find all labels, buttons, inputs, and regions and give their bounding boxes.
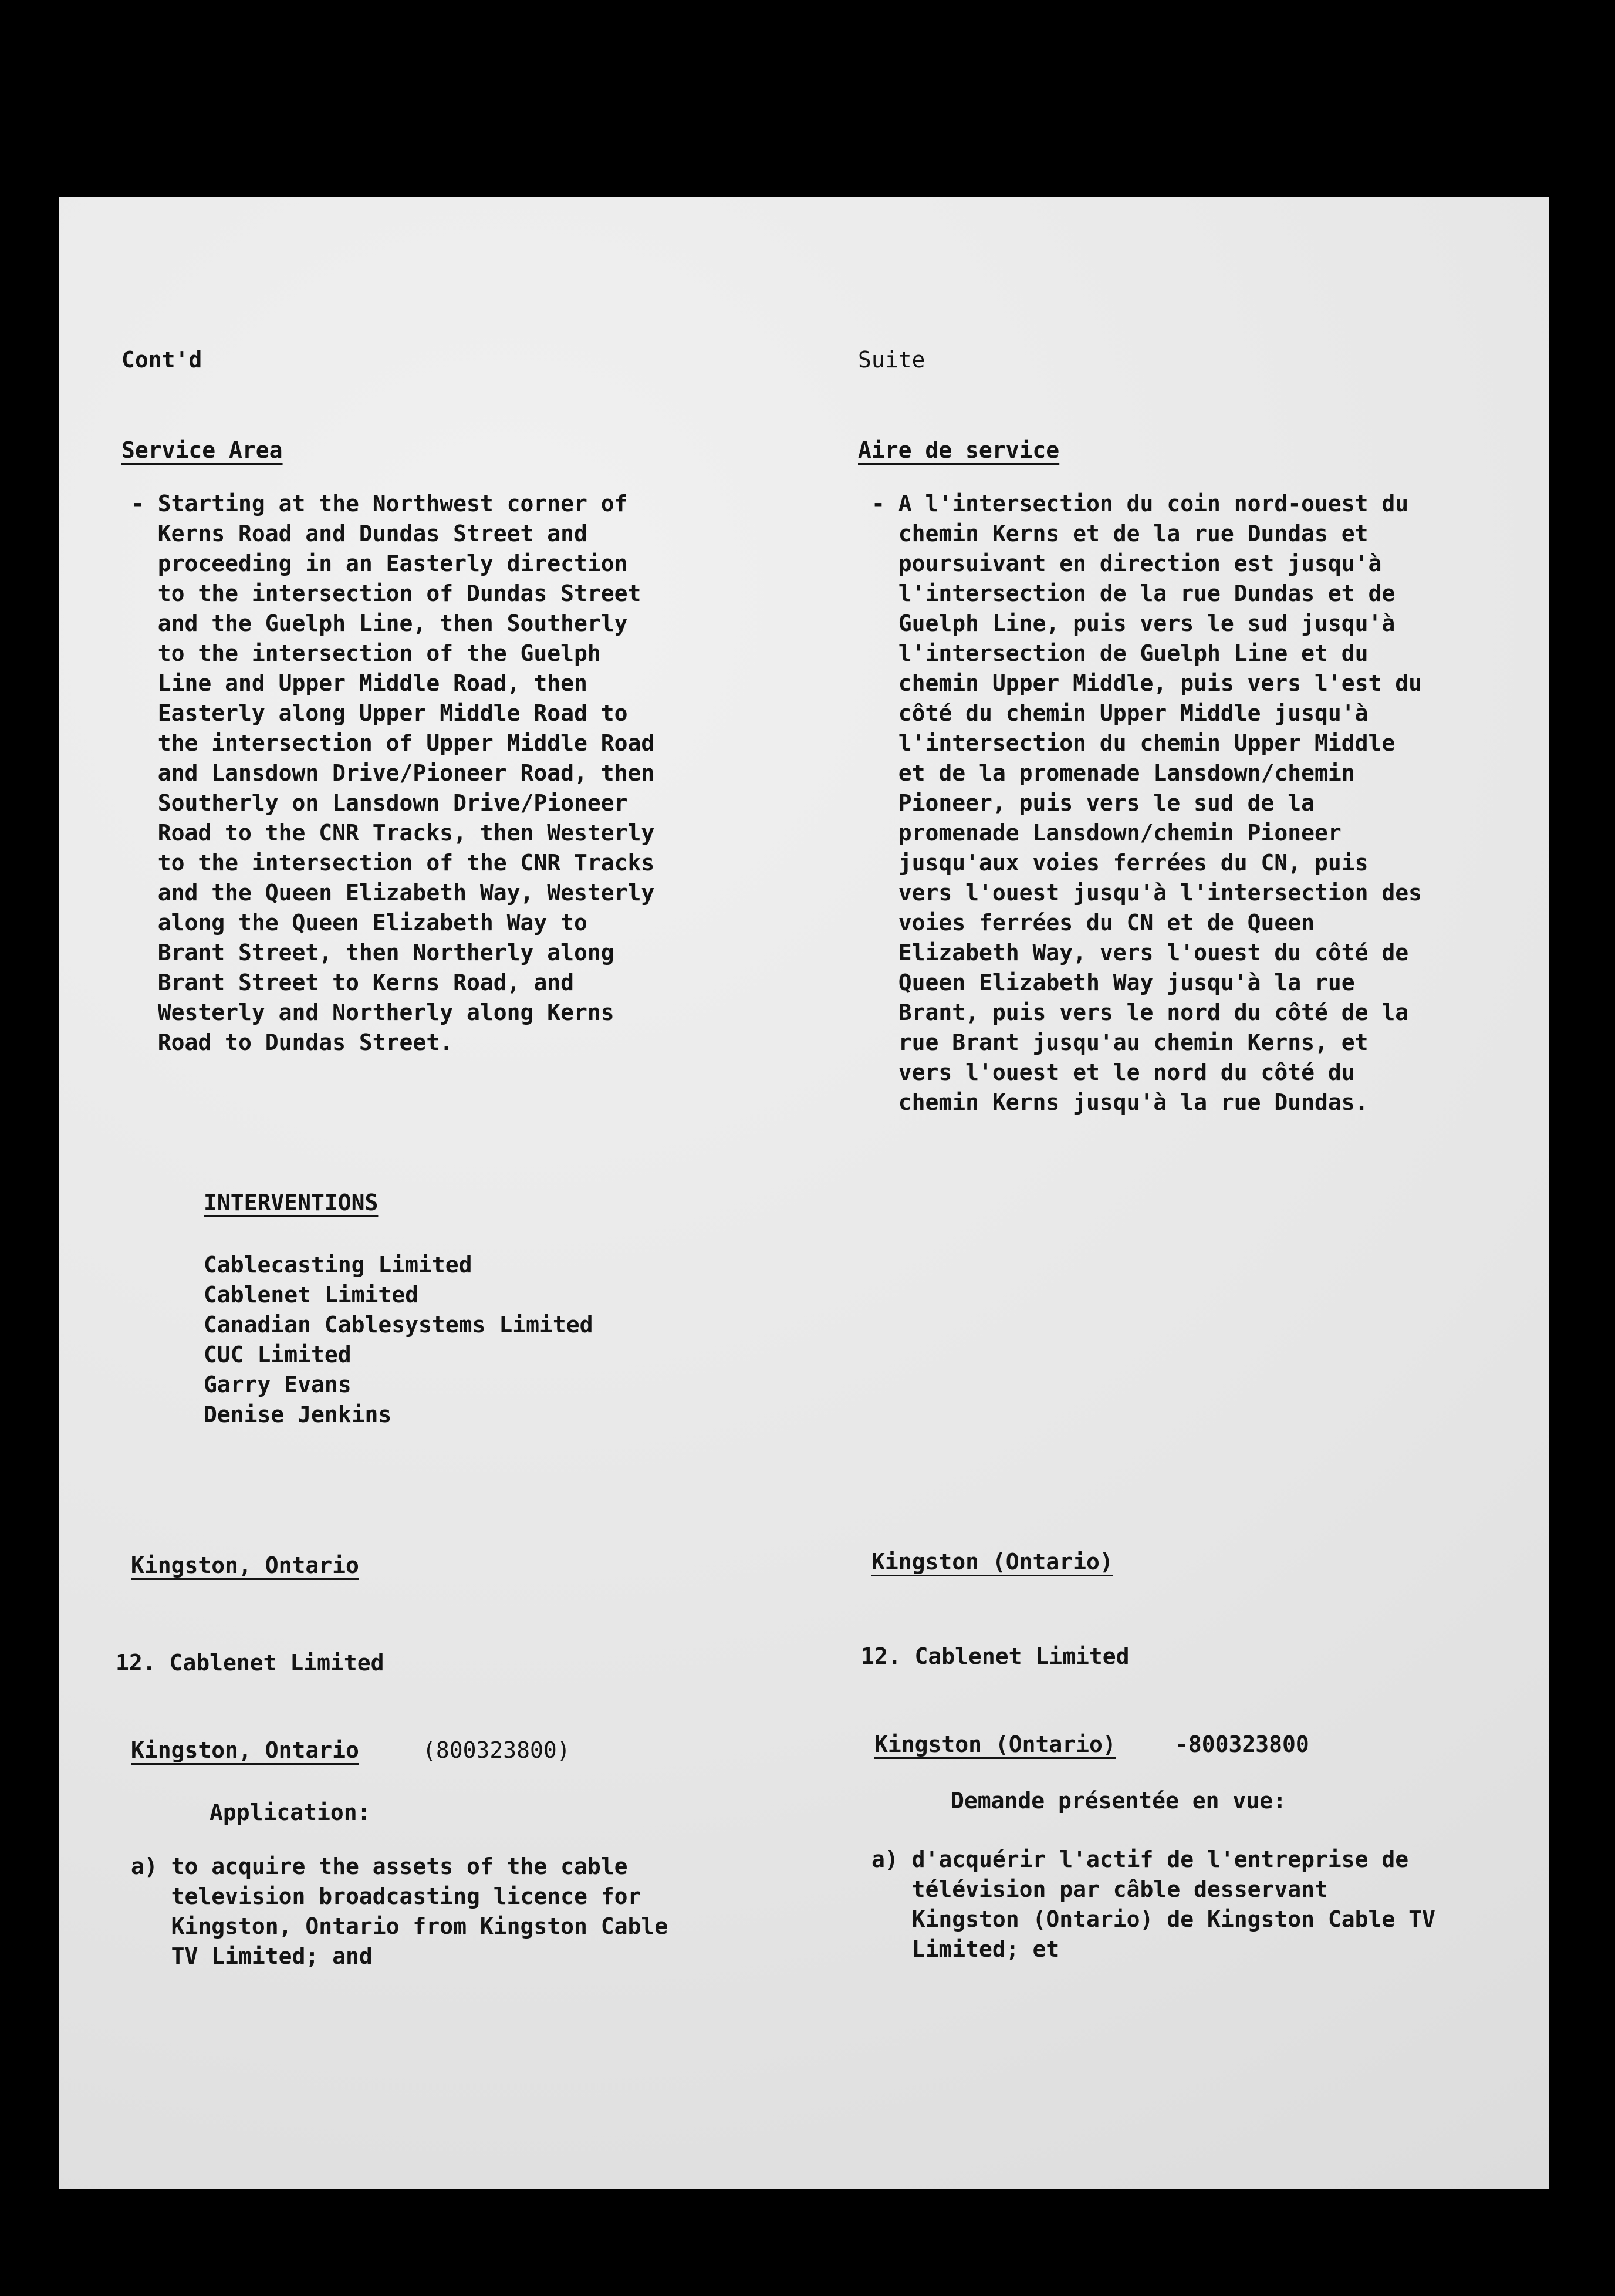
- service-area-text-en: [131, 489, 654, 1058]
- text-line: voies ferrées du CN et de Queen: [871, 910, 1315, 936]
- suite-label: Suite: [858, 347, 925, 373]
- text-line: chemin Kerns jusqu'à la rue Dundas.: [871, 1089, 1369, 1115]
- application-label-fr: Demande présentée en vue:: [951, 1788, 1286, 1814]
- item-title-fr: 12. Cablenet Limited: [861, 1643, 1130, 1669]
- text-line: to the intersection of Dundas Street: [131, 580, 641, 606]
- file-number-en: (800323800): [423, 1737, 570, 1763]
- text-line: television broadcasting licence for: [131, 1883, 641, 1909]
- contd-label: Cont'd: [121, 347, 202, 373]
- service-area-text-fr: [871, 489, 1422, 1117]
- text-line: télévision par câble desservant: [871, 1876, 1328, 1902]
- text-line: l'intersection de Guelph Line et du: [871, 640, 1369, 666]
- text-line: Southerly on Lansdown Drive/Pioneer: [131, 790, 628, 816]
- text-line: promenade Lansdown/chemin Pioneer: [871, 820, 1342, 846]
- location-heading-fr: Kingston (Ontario): [871, 1549, 1113, 1575]
- text-line: Road to the CNR Tracks, then Westerly: [131, 820, 655, 846]
- text-line: l'intersection de la rue Dundas et de: [871, 580, 1396, 606]
- item-title-en: 12. Cablenet Limited: [116, 1650, 384, 1676]
- service-area-heading-en: Service Area: [121, 437, 283, 463]
- location-heading-en: Kingston, Ontario: [131, 1552, 359, 1578]
- service-area-heading-fr: Aire de service: [858, 437, 1060, 463]
- text-line: Elizabeth Way, vers l'ouest du côté de: [871, 940, 1409, 965]
- text-line: jusqu'aux voies ferrées du CN, puis: [871, 850, 1369, 876]
- text-line: - Starting at the Northwest corner of: [131, 491, 628, 516]
- location-sub-en: Kingston, Ontario: [131, 1737, 359, 1763]
- text-line: Kingston, Ontario from Kingston Cable: [131, 1913, 668, 1939]
- intervener-name: Cablecasting Limited: [204, 1252, 472, 1278]
- text-line: Road to Dundas Street.: [131, 1029, 454, 1055]
- intervener-name: Garry Evans: [204, 1372, 352, 1397]
- text-line: chemin Upper Middle, puis vers l'est du: [871, 670, 1422, 696]
- text-line: a) d'acquérir l'actif de l'entreprise de: [871, 1846, 1409, 1872]
- text-line: poursuivant en direction est jusqu'à: [871, 551, 1382, 576]
- intervener-name: CUC Limited: [204, 1342, 352, 1368]
- text-line: côté du chemin Upper Middle jusqu'à: [871, 700, 1369, 726]
- text-line: Brant Street, then Northerly along: [131, 940, 614, 965]
- text-line: Kerns Road and Dundas Street and: [131, 521, 587, 546]
- file-number-fr: -800323800: [1175, 1731, 1309, 1757]
- text-line: vers l'ouest et le nord du côté du: [871, 1059, 1355, 1085]
- text-line: Kingston (Ontario) de Kingston Cable TV: [871, 1906, 1435, 1932]
- text-line: chemin Kerns et de la rue Dundas et: [871, 521, 1369, 546]
- text-line: Brant, puis vers le nord du côté de la: [871, 1000, 1409, 1025]
- text-line: along the Queen Elizabeth Way to: [131, 910, 587, 936]
- text-line: - A l'intersection du coin nord-ouest du: [871, 491, 1409, 516]
- text-line: Pioneer, puis vers le sud de la: [871, 790, 1315, 816]
- intervener-name: Denise Jenkins: [204, 1402, 392, 1427]
- text-line: Line and Upper Middle Road, then: [131, 670, 587, 696]
- text-line: the intersection of Upper Middle Road: [131, 730, 655, 756]
- location-sub-fr: Kingston (Ontario): [874, 1731, 1116, 1757]
- text-line: and the Guelph Line, then Southerly: [131, 610, 628, 636]
- application-label-en: Application:: [210, 1799, 371, 1825]
- text-line: Westerly and Northerly along Kerns: [131, 1000, 614, 1025]
- text-line: Limited; et: [871, 1936, 1060, 1962]
- text-line: Queen Elizabeth Way jusqu'à la rue: [871, 970, 1355, 995]
- intervener-name: Canadian Cablesystems Limited: [204, 1312, 593, 1338]
- text-line: et de la promenade Lansdown/chemin: [871, 760, 1355, 786]
- text-line: l'intersection du chemin Upper Middle: [871, 730, 1396, 756]
- application-text-en: [131, 1852, 668, 1971]
- intervener-name: Cablenet Limited: [204, 1282, 419, 1308]
- text-line: rue Brant jusqu'au chemin Kerns, et: [871, 1029, 1369, 1055]
- text-line: and Lansdown Drive/Pioneer Road, then: [131, 760, 655, 786]
- text-line: proceeding in an Easterly direction: [131, 551, 628, 576]
- text-line: to the intersection of the CNR Tracks: [131, 850, 655, 876]
- text-line: and the Queen Elizabeth Way, Westerly: [131, 880, 655, 906]
- text-line: Easterly along Upper Middle Road to: [131, 700, 628, 726]
- text-line: Guelph Line, puis vers le sud jusqu'à: [871, 610, 1396, 636]
- interventions-heading: INTERVENTIONS: [204, 1190, 379, 1215]
- text-line: to the intersection of the Guelph: [131, 640, 601, 666]
- interventions-list: [204, 1250, 593, 1430]
- text-line: Brant Street to Kerns Road, and: [131, 970, 574, 995]
- text-line: TV Limited; and: [131, 1943, 373, 1969]
- application-text-fr: [871, 1845, 1435, 1964]
- text-line: vers l'ouest jusqu'à l'intersection des: [871, 880, 1422, 906]
- scanned-page: [59, 197, 1549, 2189]
- text-line: a) to acquire the assets of the cable: [131, 1853, 628, 1879]
